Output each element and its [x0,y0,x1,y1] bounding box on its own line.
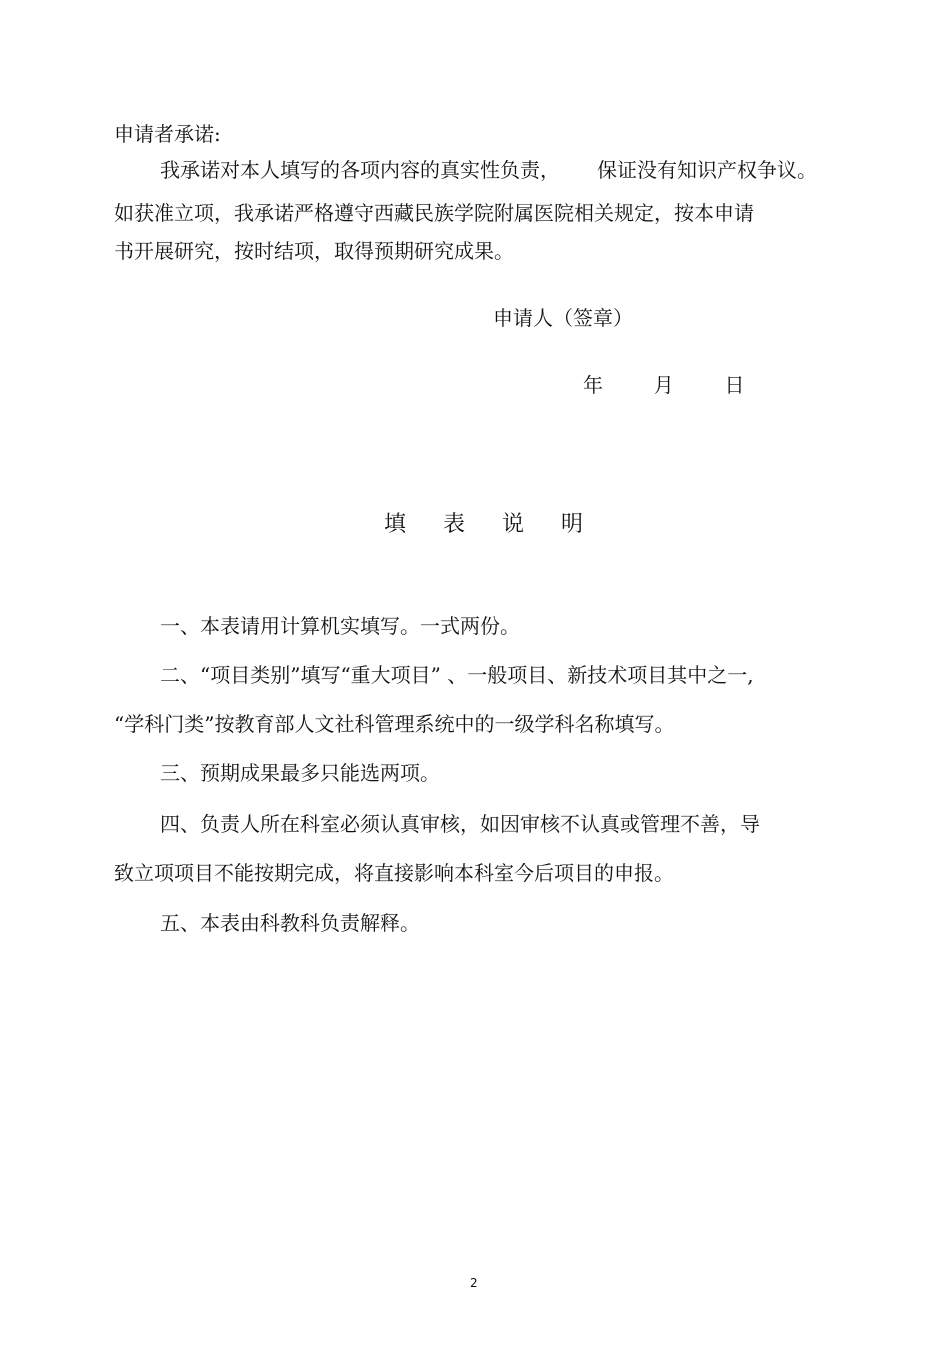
title-char-1: 填 [384,512,407,537]
title-char-4: 明 [561,512,584,537]
commitment-line-1a: 我承诺对本人填写的各项内容的真实性负责， [160,158,560,182]
page-number: 2 [470,1276,478,1290]
instruction-item-2b: “学科门类”按教育部人文社科管理系统中的一级学科名称填写。 [114,712,675,736]
instruction-item-4b: 致立项项目不能按期完成，将直接影响本科室今后项目的申报。 [114,861,674,885]
date-line [583,373,744,397]
title-char-3: 说 [502,512,525,537]
signature-label: 申请人（签章） [493,306,633,330]
instruction-item-4a: 四、负责人所在科室必须认真审核，如因审核不认真或管理不善，导 [160,812,760,836]
instruction-item-1: 一、本表请用计算机实填写。一式两份。 [160,614,520,638]
date-day: 日 [724,373,745,397]
commitment-line-2: 如获准立项，我承诺严格遵守西藏民族学院附属医院相关规定，按本申请 [114,201,754,225]
instructions-title [384,512,583,538]
title-char-2: 表 [443,512,466,537]
instruction-item-2a: 二、“项目类别”填写“重大项目” 、一般项目、新技术项目其中之一, [160,663,754,687]
date-year: 年 [583,373,603,397]
date-month: 月 [653,373,674,397]
commitment-heading: 申请者承诺: [114,122,221,146]
instruction-item-3: 三、预期成果最多只能选两项。 [160,761,440,785]
commitment-line-3: 书开展研究，按时结项，取得预期研究成果。 [114,239,514,263]
commitment-line-1b: 保证没有知识产权争议。 [597,158,817,182]
instruction-item-5: 五、本表由科教科负责解释。 [160,911,420,935]
